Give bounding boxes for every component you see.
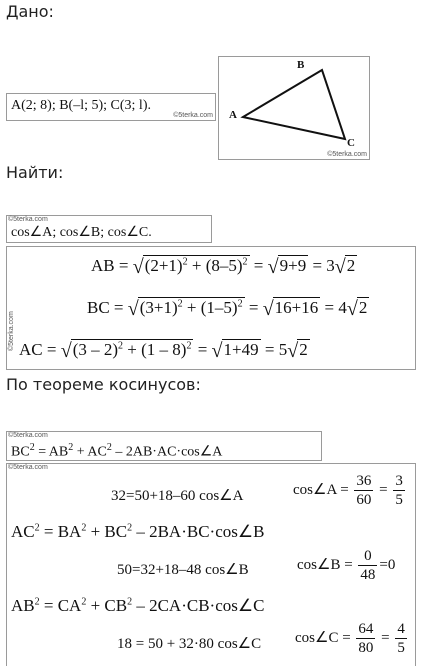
given-points-box xyxy=(6,93,216,121)
side-ac-line xyxy=(19,339,310,363)
watermark: ©5terka.com xyxy=(8,464,48,471)
side-ab-root: 2 xyxy=(346,256,356,275)
given-points-text: A(2; 8); B(–l; 5); C(3; l). xyxy=(11,98,151,113)
result-cos-c: cos∠C = $\frac{64}{80}$ = $\frac{4}{5}$ xyxy=(295,621,405,656)
side-ab-sum: 9+9 xyxy=(279,256,307,275)
find-box xyxy=(6,215,212,243)
fraction-3-5: $\frac{3}{5}$ xyxy=(395,473,403,508)
vertex-label-b: B xyxy=(297,59,305,71)
sqrt-icon: √ xyxy=(211,340,223,362)
side-ab-equals: = xyxy=(253,256,264,275)
side-bc-root: 2 xyxy=(358,298,368,317)
sqrt-icon: √ xyxy=(267,256,279,278)
vertex-label-a: A xyxy=(229,109,237,121)
side-ab-result: = 3 xyxy=(312,256,335,275)
equation-cos-b: 50=32+18–48 cos∠B xyxy=(117,562,249,578)
side-ac-sum: 1+49 xyxy=(223,340,259,359)
side-ac-label: AC = xyxy=(19,340,57,359)
side-ac-root: 2 xyxy=(299,340,308,359)
equation-cos-c: 18 = 50 + 32·80 cos∠C xyxy=(117,636,262,652)
theorem-formula: $BC^2 = AB^2 + AC^2$ – 2AB·AC·cos∠A xyxy=(11,442,223,460)
side-ab-label: AB = xyxy=(91,256,129,275)
side-bc-result: = 4 xyxy=(324,298,347,317)
theorem-formula-box xyxy=(6,431,322,461)
sqrt-icon: √ xyxy=(132,256,144,278)
fraction-36-60: $\frac{36}{60}$ xyxy=(356,473,372,508)
side-bc-radicand: $(3+1)^2 + (1-5)^2$ xyxy=(139,298,243,317)
result-cos-a: cos∠A = $\frac{36}{60}$ = $\frac{3}{5}$ xyxy=(293,473,403,508)
sqrt-icon: √ xyxy=(262,298,274,320)
watermark: ©5terka.com xyxy=(327,151,367,158)
result-cos-b: cos∠B = $\frac{0}{48}$ =0 xyxy=(297,548,396,583)
find-text: cos∠A; cos∠B; cos∠C. xyxy=(11,225,152,240)
sqrt-icon: √ xyxy=(334,256,346,278)
watermark-vertical: ©5terka.com xyxy=(8,311,15,351)
side-ac-radicand: (3 – 2)$^2$ + (1 – 8)$^2$ xyxy=(72,340,192,359)
side-bc-label: BC = xyxy=(87,298,124,317)
watermark: ©5terka.com xyxy=(173,112,213,119)
triangle-figure xyxy=(218,56,370,160)
watermark: ©5terka.com xyxy=(8,432,48,439)
fraction-4-5: $\frac{4}{5}$ xyxy=(397,621,405,656)
side-ac-equals: = xyxy=(197,340,208,359)
watermark: ©5terka.com xyxy=(8,216,48,223)
formula-cos-c: $AB^2 = CA^2 + CB^2$ – 2CA·CB·cos∠C xyxy=(11,596,265,615)
sqrt-icon: √ xyxy=(287,340,299,362)
solution-box xyxy=(6,463,416,666)
fraction-64-80: $\frac{64}{80}$ xyxy=(358,621,374,656)
side-ac-result: = 5 xyxy=(264,340,288,359)
heading-theorem: По теореме косинусов: xyxy=(6,375,201,394)
side-lengths-box xyxy=(6,246,416,370)
fraction-0-48: $\frac{0}{48}$ xyxy=(360,548,376,583)
side-ab-line xyxy=(91,255,357,279)
sqrt-icon: √ xyxy=(127,298,139,320)
vertex-label-c: C xyxy=(347,137,355,149)
sqrt-icon: √ xyxy=(60,340,72,362)
triangle-shape xyxy=(243,70,345,139)
sqrt-icon: √ xyxy=(346,298,358,320)
side-bc-sum: 16+16 xyxy=(274,298,319,317)
side-bc-equals: = xyxy=(248,298,259,317)
side-bc-line xyxy=(87,297,369,321)
equation-cos-a: 32=50+18–60 cos∠A xyxy=(111,488,244,504)
side-ab-radicand: $(2+1)^2 + (8-5)^2$ xyxy=(144,256,248,275)
heading-find: Найти: xyxy=(6,163,64,182)
formula-cos-b: $AC^2 = BA^2 + BC^2$ – 2BA·BC·cos∠B xyxy=(11,522,265,541)
heading-given: Дано: xyxy=(6,2,54,21)
